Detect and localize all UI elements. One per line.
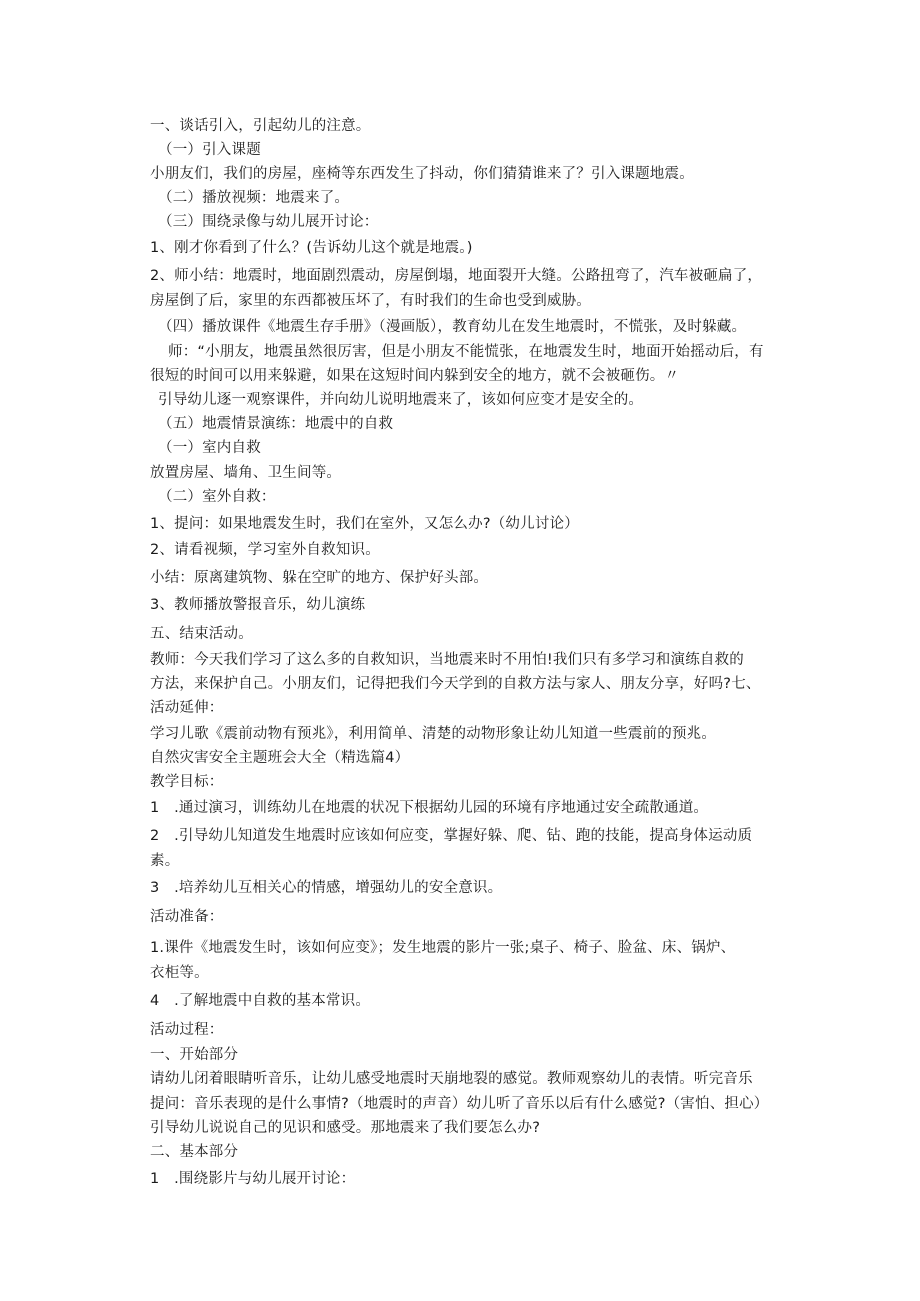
preparation-item-1: 1.课件《地震发生时，该如何应变》；发生地震的影片一张;桌子、椅子、脸盆、床、锅炉、	[150, 940, 736, 956]
subheading-play-video: （二）播放视频：地震来了。	[158, 190, 350, 206]
subheading-courseware: （四）播放课件《地震生存手册》（漫画版），教育幼儿在发生地震时，不慌张，及时躲藏。	[158, 319, 747, 335]
goal-item-3: 3 .培养幼儿互相关心的情感，增强幼儿的安全意识。	[150, 880, 503, 896]
subheading-drill: （五）地震情景演练：地震中的自救	[158, 416, 394, 432]
paragraph-line: 方法，来保护自己。小朋友们，记得把我们今天学到的自救方法与家人、朋友分享，好吗?七、	[150, 676, 761, 692]
list-item-2: 2、师小结：地震时，地面剧烈震动，房屋倒塌，地面裂开大缝。公路扭弯了，汽车被砸扁了，	[150, 268, 763, 284]
paragraph-line: 房屋倒了后，家里的东西都被压坏了，有时我们的生命也受到威胁。	[150, 293, 591, 309]
basic-item-1: 1 .围绕影片与幼儿展开讨论：	[150, 1171, 356, 1187]
subheading-discussion: （三）围绕录像与幼儿展开讨论：	[158, 214, 379, 230]
paragraph-line: 学习儿歌《震前动物有预兆》，利用简单、清楚的动物形象让幼儿知道一些震前的预兆。	[150, 726, 717, 742]
section-heading-end: 五、结束活动。	[150, 626, 253, 642]
list-item-2: 2、请看视频，学习室外自救知识。	[150, 542, 380, 558]
list-item-3: 3、教师播放警报音乐，幼儿演练	[150, 597, 366, 613]
subheading-indoor: （一）室内自救	[158, 440, 261, 456]
preparation-item-4: 4 .了解地震中自救的基本常识。	[150, 993, 371, 1009]
paragraph-line: 教师：今天我们学习了这么多的自救知识，当地震来时不用怕!我们只有多学习和演练自救的	[150, 652, 745, 668]
list-item-1: 1、提问：如果地震发生时，我们在室外，又怎么办?（幼儿讨论）	[150, 516, 579, 532]
subheading-outdoor: （二）室外自救：	[158, 489, 276, 505]
heading-preparation: 活动准备：	[150, 909, 224, 925]
paragraph-line: 引导幼儿逐一观察课件，并向幼儿说明地震来了，该如何应变才是安全的。	[158, 392, 644, 408]
section-heading-basic: 二、基本部分	[150, 1144, 239, 1160]
article-title: 自然灾害安全主题班会大全（精选篇4）	[150, 750, 410, 766]
heading-teaching-goals: 教学目标：	[150, 774, 224, 790]
paragraph-line: 师：“小朋友，地震虽然很厉害，但是小朋友不能慌张，在地震发生时，地面开始摇动后，有	[168, 344, 764, 360]
heading-process: 活动过程：	[150, 1022, 224, 1038]
subheading-introduce-topic: （一）引入课题	[158, 142, 261, 158]
paragraph-line: 衣柜等。	[150, 965, 209, 981]
paragraph-line: 小朋友们，我们的房屋，座椅等东西发生了抖动，你们猜猜谁来了？引入课题地震。	[150, 166, 694, 182]
goal-item-2: 2 .引导幼儿知道发生地震时应该如何应变，掌握好躲、爬、钻、跑的技能，提高身体运动质	[150, 828, 753, 844]
paragraph-line: 素。	[150, 853, 180, 869]
list-item-1: 1、刚才你看到了什么？(告诉幼儿这个就是地震。)	[150, 240, 473, 256]
paragraph-line: 请幼儿闭着眼睛听音乐，让幼儿感受地震时天崩地裂的感觉。教师观察幼儿的表情。听完音乐	[150, 1071, 753, 1087]
section-heading-intro: 一、谈话引入，引起幼儿的注意。	[150, 118, 371, 134]
paragraph-line: 引导幼儿说说自己的见识和感受。那地震来了我们要怎么办?	[150, 1120, 541, 1136]
paragraph-line: 提问：音乐表现的是什么事情?（地震时的声音）幼儿听了音乐以后有什么感觉?（害怕、担心）	[150, 1096, 769, 1112]
paragraph-line: 活动延伸：	[150, 700, 224, 716]
summary-line: 小结：原离建筑物、躲在空旷的地方、保护好头部。	[150, 570, 489, 586]
section-heading-start: 一、开始部分	[150, 1047, 239, 1063]
paragraph-line: 很短的时间可以用来躲避，如果在这短时间内躲到安全的地方，就不会被砸伤。〃	[150, 368, 680, 384]
goal-item-1: 1 .通过演习，训练幼儿在地震的状况下根据幼儿园的环境有序地通过安全疏散通道。	[150, 800, 709, 816]
paragraph-line: 放置房屋、墙角、卫生间等。	[150, 465, 342, 481]
